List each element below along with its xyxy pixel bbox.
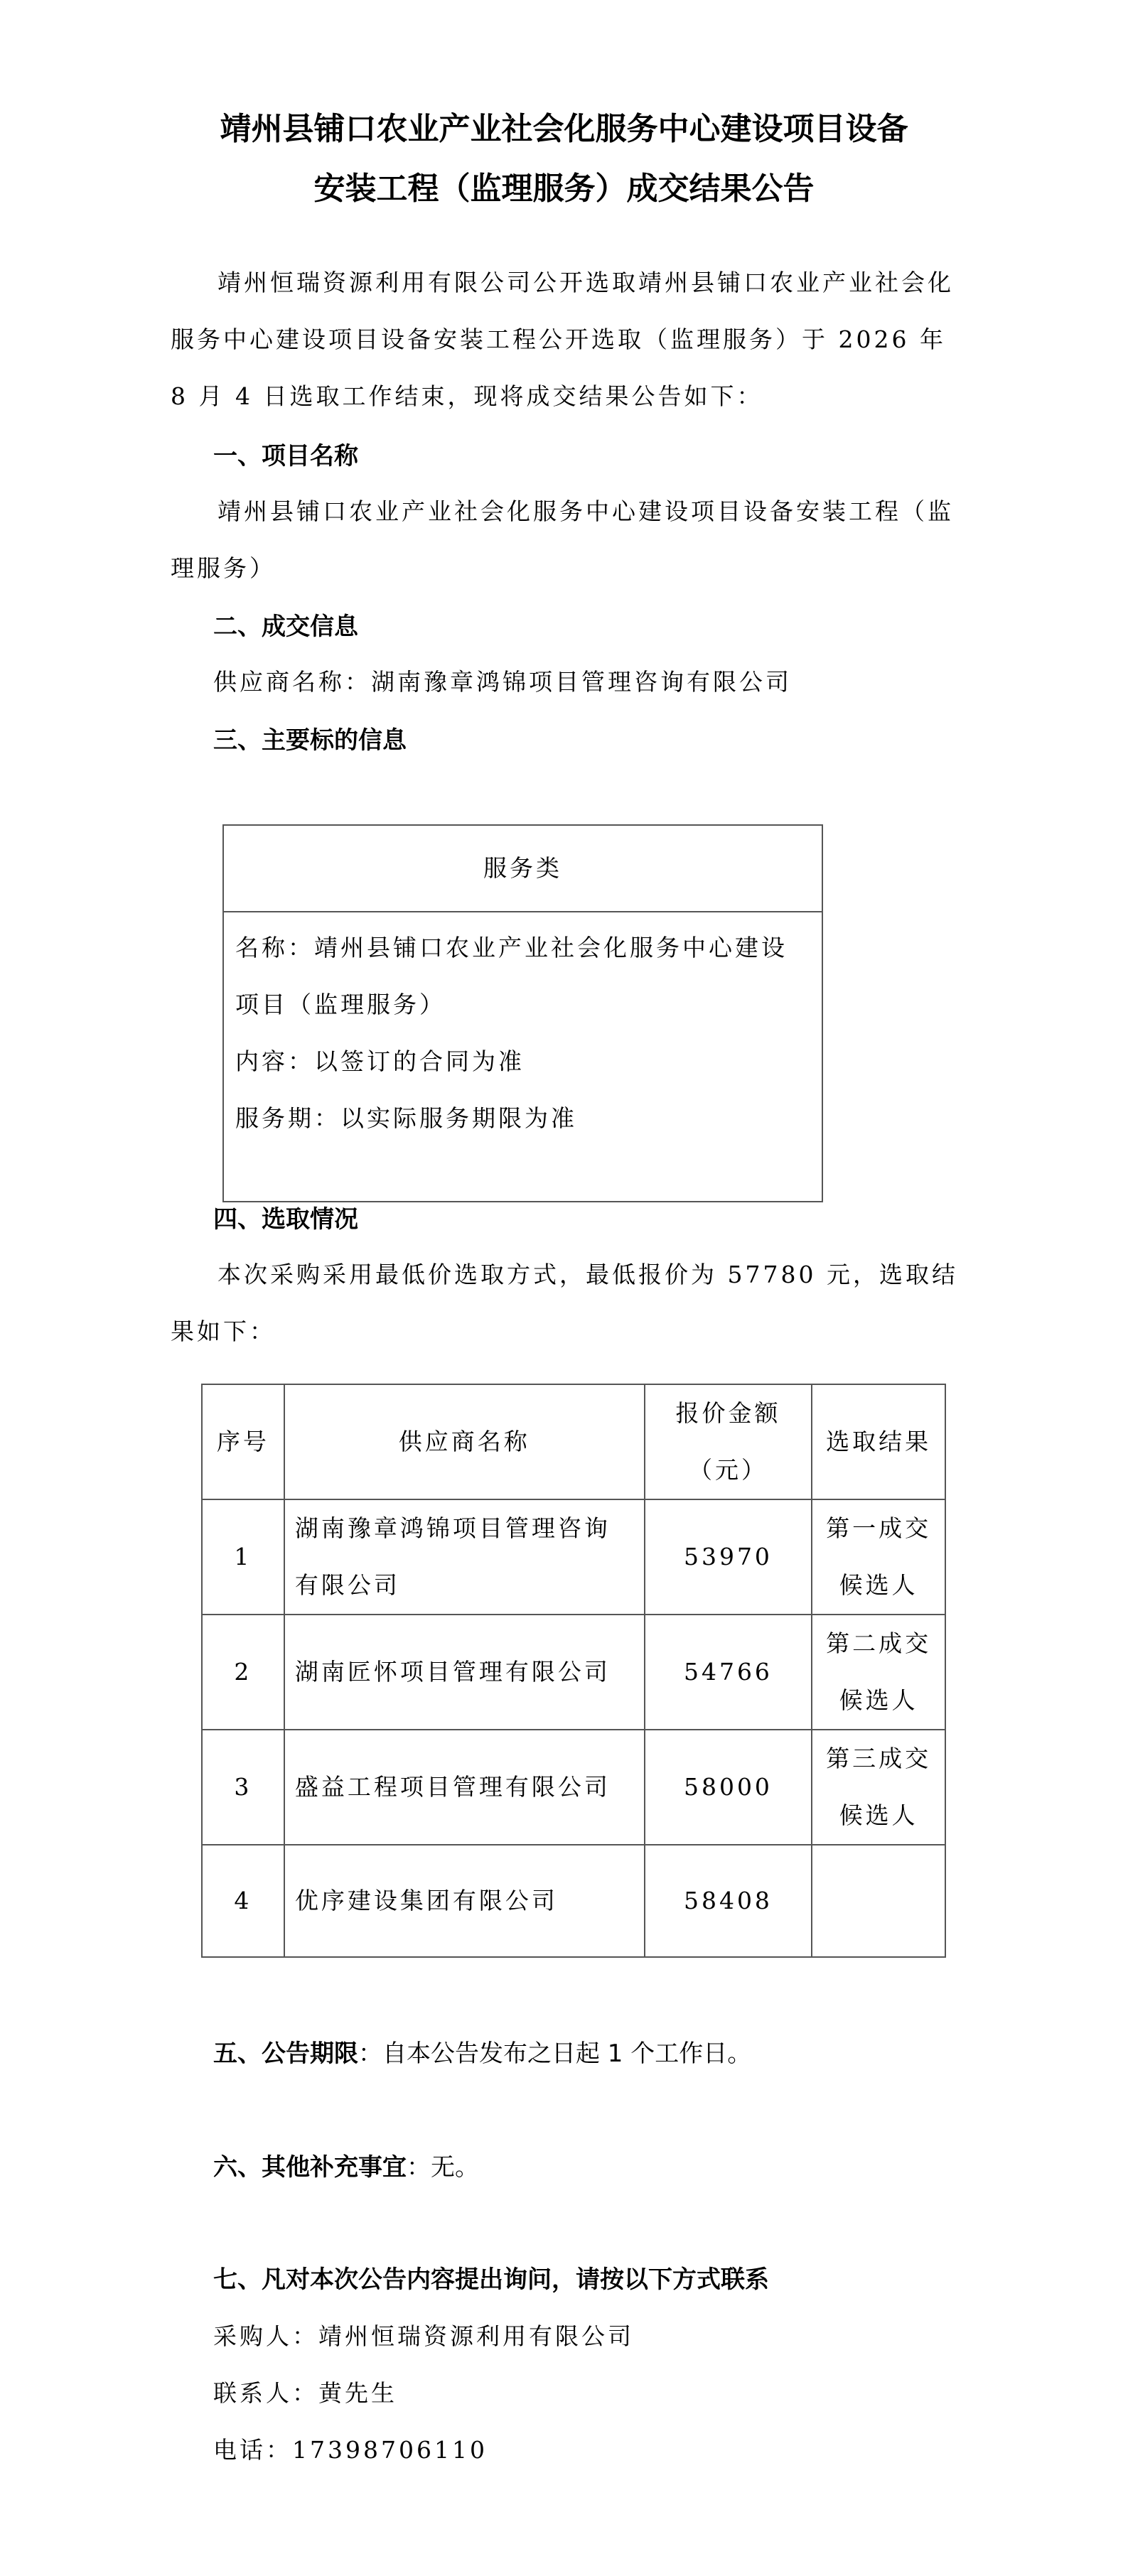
box-content: 内容：以签订的合同为准: [235, 1047, 525, 1075]
page-title-line1: 靖州县铺口农业产业社会化服务中心建设项目设备: [220, 111, 908, 147]
cell-supplier: 盛益工程项目管理有限公司: [284, 1730, 645, 1845]
cell-result: [812, 1845, 945, 1957]
section4-heading: 四、选取情况: [213, 1205, 358, 1234]
table-row: [202, 1499, 945, 1615]
section4-body: 本次采购采用最低价选取方式，最低报价为 57780 元，选取结果如下：: [171, 1261, 958, 1345]
section6-heading: 六、其他补充事宜: [213, 2153, 407, 2182]
table-row: [202, 1730, 945, 1845]
section5-body: ：自本公告发布之日起 1 个工作日。: [358, 2039, 752, 2068]
subject-info-box: [222, 824, 823, 1202]
table-row: [202, 1845, 945, 1957]
header-price: 报价金额（元）: [645, 1384, 812, 1499]
contact-line: 联系人：黄先生: [213, 2379, 397, 2407]
results-table: [201, 1384, 946, 1958]
supplier-line: 供应商名称：湖南豫章鸿锦项目管理咨询有限公司: [213, 668, 792, 696]
cell-no: 2: [202, 1615, 284, 1730]
cell-no: 3: [202, 1730, 284, 1845]
cell-price: 58408: [645, 1845, 812, 1957]
section6-body: ：无。: [407, 2153, 479, 2182]
cell-price: 54766: [645, 1615, 812, 1730]
box-period: 服务期：以实际服务期限为准: [235, 1104, 577, 1132]
box-name: 名称：靖州县铺口农业产业社会化服务中心建设项目（监理服务）: [235, 934, 788, 1018]
cell-no: 4: [202, 1845, 284, 1957]
section6: [213, 2146, 479, 2189]
section5-heading: 五、公告期限: [213, 2039, 358, 2068]
cell-result: 第三成交候选人: [812, 1730, 945, 1845]
cell-no: 1: [202, 1499, 284, 1615]
cell-price: 58000: [645, 1730, 812, 1845]
cell-supplier: 湖南匠怀项目管理有限公司: [284, 1615, 645, 1730]
intro-paragraph: 靖州恒瑞资源利用有限公司公开选取靖州县铺口农业产业社会化服务中心建设项目设备安装工程公开选取（监理服务）于 2026 年 8 月 4 日选取工作结束，现将成交结果公告如下：: [171, 269, 954, 410]
section5: [213, 2032, 751, 2075]
buyer-line: 采购人：靖州恒瑞资源利用有限公司: [213, 2322, 634, 2350]
table-header-row: [202, 1384, 945, 1499]
cell-supplier: 优序建设集团有限公司: [284, 1845, 645, 1957]
section7-heading: 七、凡对本次公告内容提出询问，请按以下方式联系: [213, 2265, 769, 2294]
page-title-line2: 安装工程（监理服务）成交结果公告: [313, 171, 815, 207]
cell-result: 第二成交候选人: [812, 1615, 945, 1730]
box-body: [224, 912, 822, 1147]
section2-heading: 二、成交信息: [213, 613, 358, 641]
header-result: 选取结果: [812, 1384, 945, 1499]
cell-result: 第一成交候选人: [812, 1499, 945, 1615]
header-no: 序号: [202, 1384, 284, 1499]
table-row: [202, 1615, 945, 1730]
phone-line: 电话：17398706110: [213, 2436, 488, 2464]
section1-heading: 一、项目名称: [213, 442, 358, 470]
section1-body: 靖州县铺口农业产业社会化服务中心建设项目设备安装工程（监理服务）: [171, 497, 954, 582]
cell-supplier: 湖南豫章鸿锦项目管理咨询有限公司: [284, 1499, 645, 1615]
cell-price: 53970: [645, 1499, 812, 1615]
box-title: 服务类: [224, 826, 822, 912]
header-supplier: 供应商名称: [284, 1384, 645, 1499]
section3-heading: 三、主要标的信息: [213, 726, 407, 755]
